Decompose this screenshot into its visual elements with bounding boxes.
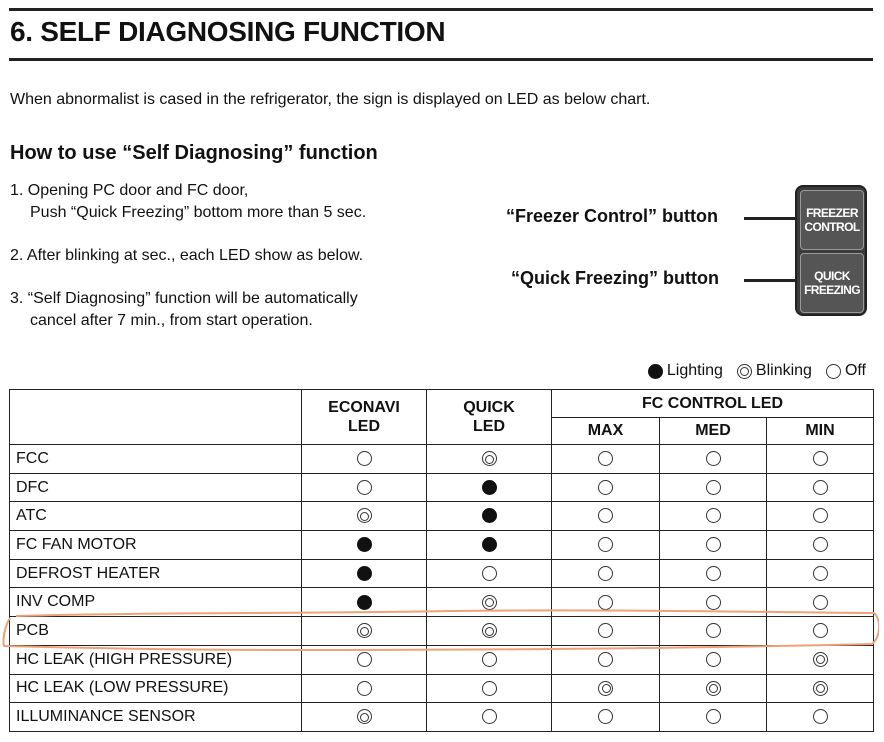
- off-icon: [598, 508, 613, 523]
- howto-steps: [10, 180, 366, 353]
- led-cell: [767, 617, 874, 646]
- led-cell: [427, 502, 552, 531]
- table-row: [10, 473, 874, 502]
- lighting-icon: [482, 537, 497, 552]
- header-econavi-led: ECONAVI LED: [302, 390, 427, 445]
- off-icon: [598, 566, 613, 581]
- led-cell: [302, 588, 427, 617]
- led-cell: [302, 674, 427, 703]
- table-row: [10, 502, 874, 531]
- control-panel: [795, 185, 867, 316]
- led-cell: [427, 703, 552, 732]
- off-icon: [826, 364, 841, 379]
- blinking-icon: [813, 652, 828, 667]
- off-icon: [706, 595, 721, 610]
- table-row: [10, 703, 874, 732]
- step-2: [10, 245, 366, 267]
- off-icon: [598, 537, 613, 552]
- off-icon: [706, 709, 721, 724]
- led-cell: [552, 645, 660, 674]
- off-icon: [482, 709, 497, 724]
- off-icon: [813, 508, 828, 523]
- led-cell: [427, 674, 552, 703]
- led-cell: [660, 674, 767, 703]
- step-1-line1: 1. Opening PC door and FC door,: [10, 182, 249, 199]
- off-icon: [813, 623, 828, 638]
- off-icon: [706, 480, 721, 495]
- off-icon: [482, 681, 497, 696]
- lighting-icon: [482, 480, 497, 495]
- led-cell: [427, 588, 552, 617]
- led-cell: [552, 703, 660, 732]
- lighting-icon: [357, 566, 372, 581]
- intro-text: When abnormalist is cased in the refrigerator, the sign is displayed on LED as below chart.: [10, 91, 651, 108]
- row-label: ILLUMINANCE SENSOR: [10, 703, 302, 732]
- header-max: MAX: [552, 418, 660, 445]
- off-icon: [357, 652, 372, 667]
- step-1-line2: Push “Quick Freezing” bottom more than 5 sec.: [30, 204, 367, 221]
- blinking-icon: [706, 681, 721, 696]
- freezer-control-button[interactable]: FREEZER CONTROL: [800, 190, 864, 250]
- blinking-icon: [737, 364, 752, 379]
- header-med: MED: [660, 418, 767, 445]
- row-label: FC FAN MOTOR: [10, 531, 302, 560]
- page-title: 6. SELF DIAGNOSING FUNCTION: [10, 16, 446, 47]
- row-label: ATC: [10, 502, 302, 531]
- led-cell: [427, 645, 552, 674]
- row-label: FCC: [10, 445, 302, 474]
- led-cell: [552, 617, 660, 646]
- table-row: [10, 617, 874, 646]
- lighting-icon: [648, 364, 663, 379]
- led-cell: [660, 445, 767, 474]
- top-rule: [9, 8, 873, 11]
- off-icon: [598, 480, 613, 495]
- led-cell: [660, 588, 767, 617]
- led-cell: [302, 559, 427, 588]
- led-cell: [427, 617, 552, 646]
- table-row: [10, 588, 874, 617]
- off-icon: [598, 451, 613, 466]
- off-icon: [598, 595, 613, 610]
- row-label: INV COMP: [10, 588, 302, 617]
- led-cell: [302, 531, 427, 560]
- led-cell: [552, 559, 660, 588]
- quick-freezing-button[interactable]: QUICK FREEZING: [800, 253, 864, 313]
- led-cell: [427, 473, 552, 502]
- led-cell: [767, 674, 874, 703]
- off-icon: [357, 681, 372, 696]
- led-cell: [302, 645, 427, 674]
- off-icon: [598, 652, 613, 667]
- howto-title: How to use “Self Diagnosing” function: [10, 142, 378, 164]
- off-icon: [706, 508, 721, 523]
- off-icon: [482, 566, 497, 581]
- callout-line: [744, 279, 796, 282]
- table-row: [10, 559, 874, 588]
- led-cell: [767, 473, 874, 502]
- off-icon: [706, 537, 721, 552]
- led-cell: [660, 531, 767, 560]
- lighting-icon: [357, 595, 372, 610]
- table-row: [10, 645, 874, 674]
- off-icon: [813, 480, 828, 495]
- step-3: [10, 288, 366, 332]
- legend-blinking: Blinking: [737, 362, 812, 380]
- quick-freezing-callout: [511, 268, 719, 289]
- off-icon: [706, 623, 721, 638]
- off-icon: [706, 566, 721, 581]
- off-icon: [813, 451, 828, 466]
- row-label: DEFROST HEATER: [10, 559, 302, 588]
- led-cell: [552, 502, 660, 531]
- row-label: DFC: [10, 473, 302, 502]
- title-rule: [9, 58, 873, 61]
- table-row: [10, 445, 874, 474]
- blinking-icon: [357, 623, 372, 638]
- off-icon: [482, 652, 497, 667]
- quick-freezing-label: “Quick Freezing” button: [511, 268, 720, 288]
- led-cell: [427, 445, 552, 474]
- led-cell: [552, 531, 660, 560]
- blinking-icon: [813, 681, 828, 696]
- diagnosis-table: [9, 389, 874, 732]
- header-quick-led: QUICK LED: [427, 390, 552, 445]
- led-cell: [660, 559, 767, 588]
- lighting-icon: [357, 537, 372, 552]
- off-icon: [813, 566, 828, 581]
- blinking-icon: [482, 451, 497, 466]
- blinking-icon: [357, 508, 372, 523]
- off-icon: [357, 451, 372, 466]
- led-cell: [660, 502, 767, 531]
- freezer-control-label: “Freezer Control” button: [506, 206, 718, 226]
- led-cell: [767, 588, 874, 617]
- step-3-line2: cancel after 7 min., from start operation.: [30, 312, 313, 329]
- off-icon: [813, 537, 828, 552]
- led-cell: [427, 559, 552, 588]
- led-cell: [302, 445, 427, 474]
- step-2-line1: 2. After blinking at sec., each LED show as below.: [10, 247, 364, 264]
- led-cell: [767, 502, 874, 531]
- led-cell: [552, 473, 660, 502]
- off-icon: [813, 709, 828, 724]
- led-cell: [552, 588, 660, 617]
- led-cell: [660, 703, 767, 732]
- row-label: PCB: [10, 617, 302, 646]
- led-cell: [660, 473, 767, 502]
- step-1: [10, 180, 366, 224]
- led-cell: [767, 703, 874, 732]
- callout-line: [744, 217, 796, 220]
- row-label: HC LEAK (HIGH PRESSURE): [10, 645, 302, 674]
- led-cell: [302, 502, 427, 531]
- led-cell: [302, 617, 427, 646]
- blinking-icon: [598, 681, 613, 696]
- legend: [648, 362, 866, 380]
- blinking-icon: [357, 709, 372, 724]
- blinking-icon: [482, 595, 497, 610]
- led-cell: [767, 531, 874, 560]
- led-cell: [767, 445, 874, 474]
- header-blank: [10, 390, 302, 445]
- off-icon: [598, 623, 613, 638]
- led-cell: [660, 617, 767, 646]
- off-icon: [598, 709, 613, 724]
- legend-off: Off: [826, 362, 866, 380]
- led-cell: [552, 445, 660, 474]
- lighting-icon: [482, 508, 497, 523]
- table-row: [10, 674, 874, 703]
- led-cell: [660, 645, 767, 674]
- off-icon: [706, 451, 721, 466]
- off-icon: [813, 595, 828, 610]
- off-icon: [706, 652, 721, 667]
- led-cell: [767, 559, 874, 588]
- led-cell: [302, 473, 427, 502]
- led-cell: [552, 674, 660, 703]
- row-label: HC LEAK (LOW PRESSURE): [10, 674, 302, 703]
- legend-lighting: Lighting: [648, 362, 723, 380]
- off-icon: [357, 480, 372, 495]
- header-min: MIN: [767, 418, 874, 445]
- freezer-control-callout: [506, 206, 718, 227]
- led-cell: [767, 645, 874, 674]
- led-cell: [302, 703, 427, 732]
- led-cell: [427, 531, 552, 560]
- blinking-icon: [482, 623, 497, 638]
- header-fc-control-led: FC CONTROL LED: [552, 390, 874, 418]
- step-3-line1: 3. “Self Diagnosing” function will be automatically: [10, 290, 358, 307]
- table-row: [10, 531, 874, 560]
